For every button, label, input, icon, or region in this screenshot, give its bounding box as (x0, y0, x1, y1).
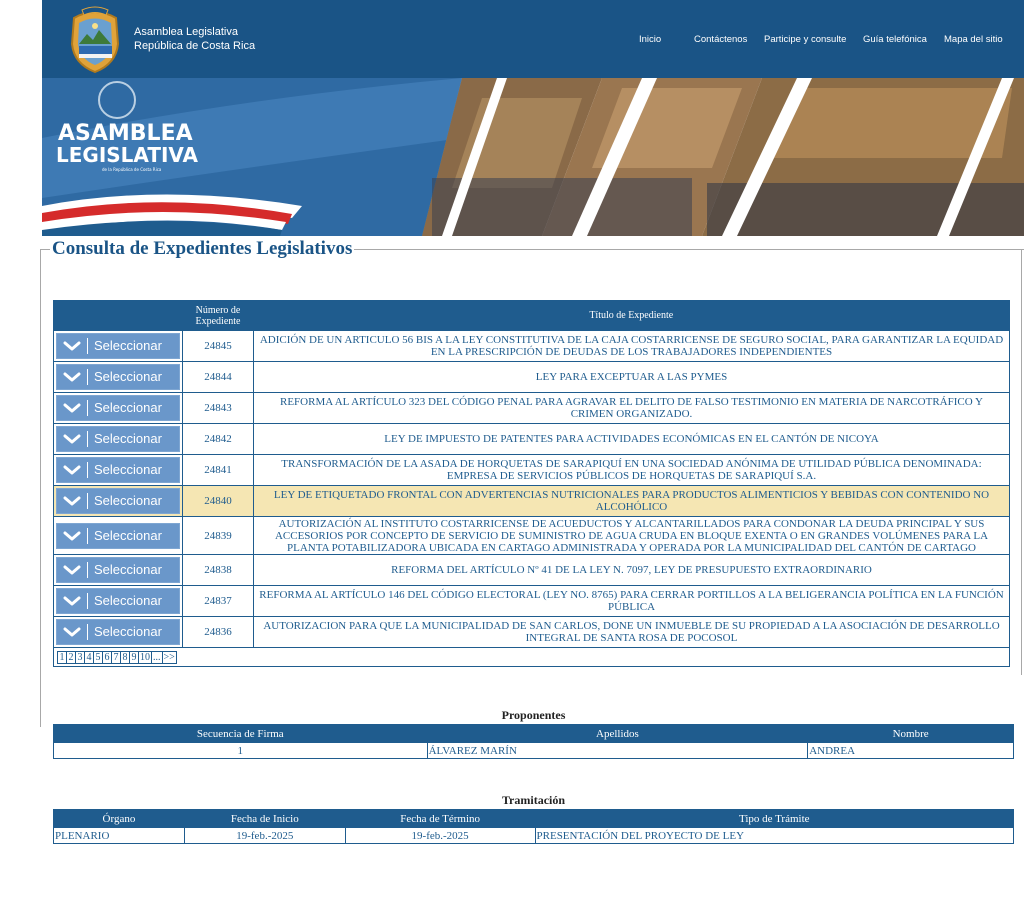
brand-name[interactable] (134, 25, 255, 53)
separator (87, 493, 88, 509)
separator (87, 462, 88, 478)
select-cell (54, 617, 183, 648)
col-secuencia-header: Secuencia de Firma (54, 725, 428, 743)
chevron-down-icon (57, 588, 87, 614)
nav-contactenos[interactable]: Contáctenos (694, 34, 748, 45)
nav-participe[interactable]: Participe y consulte (764, 34, 847, 45)
table-row (54, 455, 1010, 486)
separator (87, 562, 88, 578)
select-button-label: Seleccionar (94, 624, 162, 639)
col-organo-header: Órgano (54, 810, 185, 828)
select-button-label: Seleccionar (94, 527, 162, 543)
select-button-label: Seleccionar (94, 493, 162, 508)
titulo-cell: REFORMA AL ARTÍCULO 146 DEL CÓDIGO ELECTORAL (LEY NO. 8765) PARA CERRAR PORTILLOS A LA BELIGERANCIA POLÍTICA EN LA FUNCIÓN PÚBLICA (254, 586, 1010, 617)
coat-of-arms-icon[interactable] (62, 4, 128, 74)
brand-line-1: Asamblea Legislativa (134, 26, 238, 38)
chevron-down-icon (57, 364, 87, 390)
numero-cell: 24839 (183, 517, 254, 555)
chevron-down-icon (57, 523, 87, 549)
secuencia-cell: 1 (54, 743, 428, 759)
col-nombre-header: Nombre (808, 725, 1014, 743)
table-row (54, 362, 1010, 393)
separator (87, 400, 88, 416)
numero-cell: 24840 (183, 486, 254, 517)
chevron-down-icon (57, 557, 87, 583)
col-fecha-termino-header: Fecha de Término (345, 810, 535, 828)
select-button[interactable] (56, 619, 180, 645)
chevron-down-icon (57, 457, 87, 483)
col-titulo-header: Título de Expediente (254, 301, 1010, 331)
table-row (54, 555, 1010, 586)
select-button-label: Seleccionar (94, 369, 162, 384)
tipo-tramite-cell: PRESENTACIÓN DEL PROYECTO DE LEY (535, 828, 1013, 844)
proponentes-table (53, 724, 1014, 759)
select-cell (54, 486, 183, 517)
select-cell (54, 586, 183, 617)
select-button-label: Seleccionar (94, 562, 162, 577)
numero-cell: 24841 (183, 455, 254, 486)
pager-link[interactable]: 3 (75, 651, 85, 664)
proponentes-header-row (54, 725, 1014, 743)
table-row (54, 586, 1010, 617)
banner-graphic (42, 78, 1024, 236)
banner-logo-line-1: ASAMBLEA (58, 121, 193, 146)
nav-mapa-del-sitio[interactable]: Mapa del sitio (944, 34, 1003, 45)
select-button-label: Seleccionar (94, 400, 162, 415)
pager-link[interactable]: 1 (57, 651, 67, 664)
select-cell (54, 424, 183, 455)
pager-row (54, 648, 1010, 667)
pager-link[interactable]: 2 (66, 651, 76, 664)
table-row (54, 331, 1010, 362)
chevron-down-icon (57, 333, 87, 359)
pager-link[interactable]: >> (163, 651, 175, 663)
col-fecha-inicio-header: Fecha de Inicio (184, 810, 345, 828)
titulo-cell: REFORMA AL ARTÍCULO 323 DEL CÓDIGO PENAL PARA AGRAVAR EL DELITO DE FALSO TESTIMONIO EN MATERIA DE NARCOTRÁFICO Y CRIMEN ORGANIZADO. (254, 393, 1010, 424)
titulo-cell: LEY DE ETIQUETADO FRONTAL CON ADVERTENCIAS NUTRICIONALES PARA PRODUCTOS ALIMENTICIOS Y BEBIDAS CON CONTENIDO NO ALCOHÓLICO (254, 486, 1010, 517)
pager-link[interactable]: 5 (93, 651, 103, 664)
pager-link[interactable]: 7 (111, 651, 121, 664)
col-numero-header: Número de Expediente (183, 301, 254, 331)
banner-logo-sub: de la República de Costa Rica (102, 167, 162, 172)
brand-line-2: República de Costa Rica (134, 40, 256, 52)
col-apellidos-header: Apellidos (427, 725, 808, 743)
numero-cell: 24842 (183, 424, 254, 455)
select-button[interactable] (56, 364, 180, 390)
select-button-label: Seleccionar (94, 338, 162, 353)
pager-link[interactable]: 6 (102, 651, 112, 664)
separator (87, 528, 88, 544)
select-button[interactable] (56, 588, 180, 614)
chevron-down-icon (57, 426, 87, 452)
fieldset-border-right (1021, 249, 1022, 675)
table-row (54, 617, 1010, 648)
numero-cell: 24838 (183, 555, 254, 586)
select-button[interactable] (56, 523, 180, 549)
col-tipo-tramite-header: Tipo de Trámite (535, 810, 1013, 828)
select-cell (54, 455, 183, 486)
pager (54, 648, 1010, 667)
table-row (54, 743, 1014, 759)
nombre-cell: ANDREA (808, 743, 1014, 759)
table-row (54, 486, 1010, 517)
separator (87, 593, 88, 609)
select-button[interactable] (56, 426, 180, 452)
numero-cell: 24845 (183, 331, 254, 362)
numero-cell: 24836 (183, 617, 254, 648)
numero-cell: 24844 (183, 362, 254, 393)
apellidos-cell: ÁLVAREZ MARÍN (427, 743, 808, 759)
nav-guia-telefonica[interactable]: Guía telefónica (863, 34, 927, 45)
expedientes-header-row (54, 301, 1010, 331)
fecha-termino-cell: 19-feb.-2025 (345, 828, 535, 844)
titulo-cell: LEY DE IMPUESTO DE PATENTES PARA ACTIVIDADES ECONÓMICAS EN EL CANTÓN DE NICOYA (254, 424, 1010, 455)
pager-link[interactable]: 9 (129, 651, 139, 664)
page-title: Consulta de Expedientes Legislativos (52, 238, 353, 259)
banner (42, 78, 1024, 236)
titulo-cell: ADICIÓN DE UN ARTICULO 56 BIS A LA LEY CONSTITUTIVA DE LA CAJA COSTARRICENSE DE SEGURO SOCIAL, PARA GARANTIZAR LA EQUIDAD EN LA PRESCRIPCIÓN DE DEUDAS DE LOS TRABAJADORES INDEPENDIENTES (254, 331, 1010, 362)
titulo-cell: AUTORIZACIÓN AL INSTITUTO COSTARRICENSE DE ACUEDUCTOS Y ALCANTARILLADOS PARA CONDONAR LA DEUDA PRINCIPAL Y SUS ACCESORIOS POR CONCEPTO DE SERVICIO DE SUMINISTRO DE AGUA CRUDA EN BLOQUE EXENTA O EN GRANDES VOLÚMENES PARA LA PLANTA POTABILIZADORA UBICADA EN CARTAGO ADMINISTRADA Y OPERADA POR LA MUNICIPALIDAD DEL CANTÓN DE CARTAGO (254, 517, 1010, 555)
tramitacion-header-row (54, 810, 1014, 828)
separator (87, 431, 88, 447)
expedientes-body (54, 331, 1010, 667)
pager-link[interactable]: ... (153, 651, 161, 663)
select-button[interactable] (56, 395, 180, 421)
select-button-label: Seleccionar (94, 593, 162, 608)
pager-link[interactable]: 4 (84, 651, 94, 664)
fecha-inicio-cell: 19-feb.-2025 (184, 828, 345, 844)
titulo-cell: LEY PARA EXCEPTUAR A LAS PYMES (254, 362, 1010, 393)
select-cell (54, 517, 183, 555)
numero-cell: 24843 (183, 393, 254, 424)
chevron-down-icon (57, 395, 87, 421)
pager-link[interactable]: 8 (120, 651, 130, 664)
table-row (54, 517, 1010, 555)
chevron-down-icon (57, 619, 87, 645)
titulo-cell: AUTORIZACION PARA QUE LA MUNICIPALIDAD DE SAN CARLOS, DONE UN INMUEBLE DE SU PROPIEDAD A LA ASOCIACIÓN DE DESARROLLO INTEGRAL DE SANTA ROSA DE POCOSOL (254, 617, 1010, 648)
titulo-cell: TRANSFORMACIÓN DE LA ASADA DE HORQUETAS DE SARAPIQUÍ EN UNA SOCIEDAD ANÓNIMA DE UTILIDAD PÚBLICA DENOMINADA: EMPRESA DE SERVICIOS PÚBLICOS DE HORQUETAS DE SARAPIQUÍ S.A. (254, 455, 1010, 486)
tramitacion-title: Tramitación (501, 793, 566, 807)
expedientes-table (53, 300, 1010, 667)
separator (87, 338, 88, 354)
table-row (54, 393, 1010, 424)
pager-link[interactable]: 10 (140, 651, 150, 663)
tramitacion-table (53, 809, 1014, 844)
select-cell (54, 331, 183, 362)
numero-cell: 24837 (183, 586, 254, 617)
titulo-cell: REFORMA DEL ARTÍCULO Nº 41 DE LA LEY N. 7097, LEY DE PRESUPUESTO EXTRAORDINARIO (254, 555, 1010, 586)
select-button[interactable] (56, 457, 180, 483)
top-header-bar (42, 0, 1024, 78)
nav-inicio[interactable]: Inicio (639, 34, 662, 45)
select-button[interactable] (56, 488, 180, 514)
table-row (54, 424, 1010, 455)
banner-logo-line-2: LEGISLATIVA (56, 143, 199, 167)
proponentes-title: Proponentes (501, 708, 566, 722)
separator (87, 369, 88, 385)
select-button[interactable] (56, 333, 180, 359)
select-button-label: Seleccionar (94, 462, 162, 477)
organo-cell: PLENARIO (54, 828, 185, 844)
select-cell (54, 362, 183, 393)
select-cell (54, 393, 183, 424)
select-cell (54, 555, 183, 586)
chevron-down-icon (57, 488, 87, 514)
separator (87, 624, 88, 640)
select-button[interactable] (56, 557, 180, 583)
col-select-header (54, 301, 183, 331)
select-button-label: Seleccionar (94, 431, 162, 446)
table-row (54, 828, 1014, 844)
